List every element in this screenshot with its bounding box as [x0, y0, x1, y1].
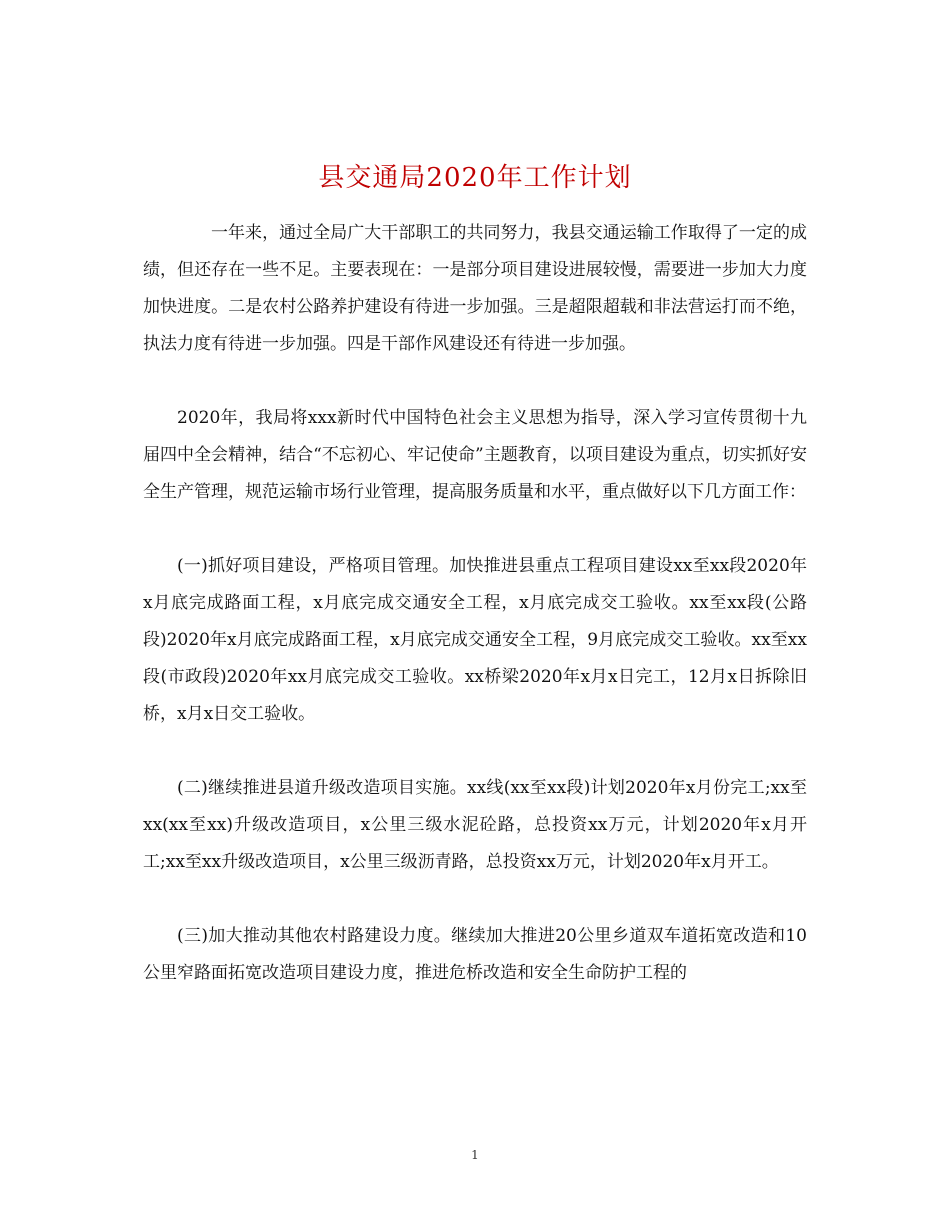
- paragraph-item-3: (三)加大推动其他农村路建设力度。继续加大推进20公里乡道双车道拓宽改造和10公里窄路面拓宽改造项目建设力度，推进危桥改造和安全生命防护工程的: [143, 926, 807, 983]
- paragraph-summary: 一年来，通过全局广大干部职工的共同努力，我县交通运输工作取得了一定的成绩，但还存在一些不足。主要表现在：一是部分项目建设进展较慢，需要进一步加大力度加快进度。二是农村公路养护建设有待进一步加强。三是超限超载和非法营运打而不绝，执法力度有待进一步加强。四是干部作风建设还有待进一步加强。: [143, 223, 807, 354]
- document-body: [143, 215, 807, 992]
- paragraph-gap: [143, 733, 807, 770]
- paragraph-plan-intro: 2020年，我局将xxx新时代中国特色社会主义思想为指导，深入学习宣传贯彻十九届四中全会精神，结合“不忘初心、牢记使命”主题教育，以项目建设为重点，切实抓好安全生产管理，规范运输市场行业管理，提高服务质量和水平，重点做好以下几方面工作：: [143, 408, 807, 502]
- document-title: 县交通局2020年工作计划: [318, 163, 632, 194]
- paragraph-gap: [143, 363, 807, 400]
- paragraph-gap: [143, 881, 807, 918]
- paragraph-item-1: (一)抓好项目建设，严格项目管理。加快推进县重点工程项目建设xx至xx段2020年x月底完成路面工程，x月底完成交通安全工程，x月底完成交工验收。xx至xx段(公路段)2020年x月底完成路面工程，x月底完成交通安全工程，9月底完成交工验收。xx至xx段(市政段)2020年xx月底完成交工验收。xx桥梁2020年x月x日完工，12月x日拆除旧桥，x月x日交工验收。: [143, 556, 807, 724]
- paragraph-gap: [143, 511, 807, 548]
- page-number: 1: [471, 1148, 479, 1162]
- paragraph-item-2: (二)继续推进县道升级改造项目实施。xx线(xx至xx段)计划2020年x月份完工;xx至xx(xx至xx)升级改造项目，x公里三级水泥砼路，总投资xx万元，计划2020年x月开工;xx至xx升级改造项目，x公里三级沥青路，总投资xx万元，计划2020年x月开工。: [143, 778, 807, 872]
